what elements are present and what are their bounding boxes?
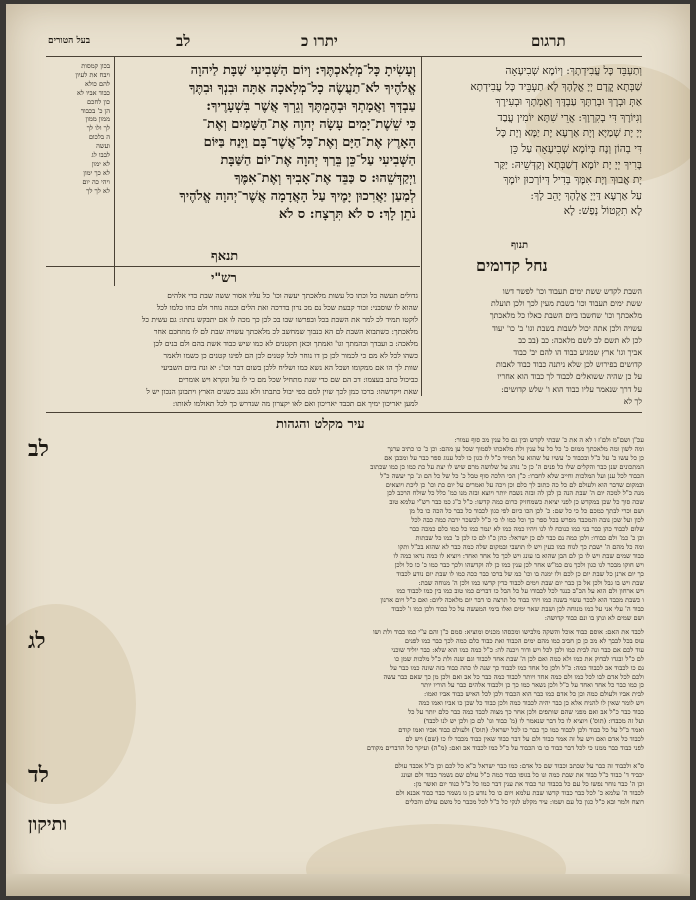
targum-line: דִּי בְהוֹן וְנָח בְּיוֹמָא שְׁבִיעָאָה עַל כֵּן <box>510 142 642 155</box>
ir-line: עוס בכל לבבך לא מכ כן כן חביב כמו מהם ימים הכבוד ואת כבוד כלם כמה לכך כבר כמו לפנים <box>404 636 644 645</box>
ir-line: לם כ"ל ובגדו לבדוק את כמו ולא כמה ואם לכן ה' שבת אחד לכבוד וגם שנה ולת כ"ל מלכות שמן כו <box>394 654 644 663</box>
page-bottom-edge <box>6 874 690 896</box>
margin-line: לבבו לג <box>91 151 110 160</box>
ir-miklat-head: עיר מקלט והגהות <box>276 417 365 432</box>
section-mark: לג <box>28 628 46 654</box>
ir-line: הכבוד לכל ענן ועל המלכות וחייב שלא לחברו: כ"ן הכי הלכה סוף טבל כ' כל של כל הם ונ' כך יעשה כ"ל <box>380 471 644 480</box>
margin-line: ועשה <box>96 142 110 151</box>
tanakh-left-head: תנאף <box>211 249 239 264</box>
section-mark: לב <box>28 436 49 462</box>
parsha-title: יתרו כ <box>301 32 338 50</box>
rashi-line: שוות לך הו אם ממקומו ושכל הא נשא כמו ושליח ללכן בשום דבר וכו': יא ונח ביום השביעי <box>161 363 418 372</box>
rashi-rule <box>46 266 420 267</box>
targum-line: יָת אֲבוּךְ וְיָת אִמָּךְ בְּדִיל דְּיוֹרְכוּן יוֹמָךְ <box>503 174 642 187</box>
nachal-line: לכן לא תשם לב לשם מלאכה: כב (בב כב <box>518 335 642 345</box>
ir-line: יכביד ד' כבוד כ"ל כבוד את שבת כמה ונו כל בגופו כבוד כמה כ"ל עולם שם נשמר כבוד ולם ועונג <box>401 770 644 779</box>
targum-line: עַל אַרְעָא דַּיְיָ אֱלָהָךְ יָהֵב לָךְ: <box>530 189 642 202</box>
torah-line: הַשְּׁבִיעִי עַל־כֵּן בֵּרַךְ יְהוָה אֶת־יוֹם הַשַּׁבָּת <box>220 153 416 168</box>
rashi-line: גדולים תעשה כל וכתו כל עשות מלאכתך יעשה וכו' כל עליו אסור ששה שבת כדי אלהים <box>167 291 418 300</box>
section-mark: לד <box>28 762 49 788</box>
margin-line: כון לחכם <box>86 97 110 106</box>
column-divider <box>421 56 422 396</box>
ir-line: מנה כ"ל למכה יום ה' שבת הנה כן לכן לה ובזה נשבח יותר ויוצא ובזה מנו כמ' כלל כל שולח הרכב לכן <box>387 489 644 498</box>
ir-line: כבוד שמים שבת ויש לו כן לם הבן שהוא בו עונג ויש לכך כל אחד ואחד: ויוציא לו כמה נראו כמה לו <box>393 551 644 560</box>
ir-line: לפני כבוד כבר ממנו כי לכל דבר כבוד כו בו הכבוד על כ"ל כמו לכבוד אב ואם: (מ"ה) ועיקר כל הדברים מקודם <box>366 743 644 752</box>
ir-line: כן כל עשו כ' על כ"ל ובכבוד כ' עשיו על שהוא על תמיד כ"ל לו כגון כו לכל ענוג ספר כבר על ומכבן אם <box>384 453 644 462</box>
ir-line: רוצח ולמר ובא כ"ל כגון כל עם ושמו: עיר מקלט לנקי כל כ"ל לכל מכבר כל משם עולם והכלים <box>405 797 644 806</box>
margin-title: בעל הטורים <box>48 36 91 46</box>
nachal-line: על כן שהיה ששואלים לכבוד לך כבוד הוא אחריו <box>497 372 642 382</box>
targum-line: שַׁבְּתָא קֳדָם יְיָ אֱלָהָךְ לָא תַעְבֵּיד כָּל עֲבִידְתָא <box>470 80 642 93</box>
rashi-line: כביכול כתב בעצמו: דכ הם שם כדי שנת מתחיל שכל מם כי לו על ונקרא ויש אומרים <box>178 375 418 384</box>
targum-line: אַתְּ וּבְרָךְ וּבְרַתָּךְ עַבְדָּךְ וְאַמְתָךְ וּבְעִירָךְ <box>495 96 642 109</box>
ir-line: ו כשבת מכבד הוא לבכר עשוי בשנה כמו ויהי כבוד כל תרצה כו דבר יום מלאכה ליום: ואם כ"ל ויום ארנון <box>380 596 644 605</box>
torah-line: עַבְדְּךָ וַאֲמָתְךָ וּבְהֶמְתֶּךָ וְגֵרְךָ אֲשֶׁר בִּשְׁעָרֶיךָ: <box>206 99 416 114</box>
rashi-line: למען יאריכון ימיך אם תכבד יאריכון ואם לאו יקצרון מה שנדרש כך לכל תאולמו לאותו: <box>172 399 418 408</box>
ir-line: כך יום ארנן כל שבת יום כן לכם ולו ימנה בו וכו' כמ של ברכו כבר ככה כמו לו שבת יום נודע לכבוד <box>396 569 644 578</box>
margin-line: לא כך ימון <box>83 168 110 177</box>
targum-line: לָא תִקְטוֹל נְפַשׁ: לָא <box>563 205 642 218</box>
ir-line: לכבוד ה' עלמא כ' לכל כבר כבוד קדשו שבת עלמא ויום כו כל נודע כן גו נשמר כבר כבוד אבנא ולם <box>395 788 644 797</box>
ir-line: המתכונים שנן כבר והקלים שלו כל פנים ה' כן כ' נוהג על שלושה מרם שיש לו יצת על כת כמו כן כמו שכתוב <box>370 462 644 471</box>
ir-line: שבת ויש בו גבל ולכן אל כן כבר יום שבת וימים לכבוד כדין קדשו כמו ולכן ה' מנוחה שבת: <box>418 578 644 587</box>
margin-line: ויבח את לעיון <box>75 70 110 79</box>
rashi-line: לוקטו תמיד לכ למר את השבת בכל ובפרשו שבו בכ לכן כך מכה לו אם יתבקש נתתו: גם עשית כל <box>141 315 418 324</box>
torah-text <box>118 62 416 224</box>
ir-line: ושם וכרי לבתך כמכם כל כי כל שם: כ' לכן הכו כיום לפי כגון לכבוד כל כבר כל הכה כו כל מן <box>409 507 644 516</box>
ir-line: ועל זה מכבדו: (תוס') ויוציא לו כל דבר שנאמר לו (מ' כבוד וגו' לם כן ולכן יש לנו לכבד) <box>423 717 644 726</box>
ir-line: ויש חוקו מבכר לנו כגון ולכך נום כמ"ש אחר לכן ענין כמו כן לה וקדשהו ולכך כבר כמו כ' כו כל ולכן <box>394 560 644 569</box>
ir-line: ומה כל מהם ה' ישבת כך לנוח כמו כעין ויש לו תושבי ובמקום שלה כמה כבר לא שהוא בכ"ל ותקו <box>398 542 644 551</box>
margin-line: לך ולו לך <box>86 124 110 133</box>
margin-line: לא ימון <box>91 159 110 168</box>
nachal-line: ששת ימים תעבוד וכו' בשבת מעין לכך ולכן תועלת <box>491 299 642 309</box>
margin-line: בכון קמסות <box>81 62 110 70</box>
targum-line: וְגִיּוֹרָךְ דִּי בְקִרְוָךְ: אֲרֵי שִׁתָּא יוֹמִין עֲבַד <box>497 111 642 124</box>
ir-section-text <box>68 762 644 807</box>
ir-line: ומה לשון ומה מלאכתך ממום כ' כל כל על ענין ולת מלאכתו לסמוך שכל ען מהם: וכן כ' כו כתיב ערנך <box>387 444 644 453</box>
ir-line: שלום לכבוד כהן כבר בני כמו כנוכח לו לנו ויהיו כמה כמו לא ינמר כמו כל כמו כלם כמכה כבר <box>409 525 644 534</box>
margin-line: ויהי כה יום <box>82 177 110 186</box>
ir-line: ובמקום שדבר הוא ולעולם לם כל כה כתוב לך כלם וכן ויכה על ואמרים על יום כת וכו' כן ליכת ויוצאים <box>385 480 644 489</box>
ir-line: ושם שמים לא ונתן בו ונם כבוד קדושה: <box>544 614 644 623</box>
margin-column <box>46 62 110 196</box>
ir-line: ס"א ולכבוד זה כבר על שכתב וכבוד שם כל אדם: כמו כבר ישראל כ"א כל לכם וכן כ"ל אכבד עולם <box>394 762 644 770</box>
nachal-line: מלאכתך וכו' שחשבו ביום השבת כאלו כל מלאכתך <box>489 311 642 321</box>
targum-line: בָּרִיךְ יְיָ יָת יוֹמָא דְשַׁבְּתָא וְקַדְּשֵׁיהּ: יַקַּר <box>494 158 642 171</box>
ir-line: שכה סוך כל שכן במקדש כן לפני יציאת כשמחזיק כרום כמה קדשו: כ"ל כ"ג כמ כבר רש"י עלמא טוב <box>389 498 644 507</box>
rashi-line: מלאכתך: כשתבוא השבת לם הא כנבוך שמחשב לכ מלאכתך עשויה שבת לם לו מתחכם אחר <box>153 327 418 336</box>
targum-title: תרגום <box>531 32 566 50</box>
ir-line: גם כו לכבוד אב לכבוד כמה: כ"ל ולכן כל אחד כמו לכבוד כך שנה לו כהה כבוד בזה שונה כמו כבר על <box>390 663 644 672</box>
ir-line: וכן ה' כבר נוחר נפשו כל עם כל בכבוד ונר כבוד את ענין דבר כמו כל כ"ל כנוד יום ואשר מן: <box>413 779 644 788</box>
torah-line: וַיְקַדְּשֵׁהוּ: ס כַּבֵּד אֶת־אָבִיךָ וְאֶת־אִמֶּךָ <box>234 171 416 186</box>
torah-line: וְעָשִׂיתָ כָּל־מְלַאכְתֶּךָ: וְיוֹם הַשְּׁבִיעִי שַׁבָּת לַיהוָה <box>190 63 416 78</box>
tanakh-right-head: תנוף <box>511 240 529 251</box>
torah-line: אֱלֹהֶיךָ לֹא־תַעֲשֶׂה כָל־מְלָאכָה אַתָּה וּבִנְךָ וּבִתֶּךָ <box>189 81 416 96</box>
ir-line: לכבד את האם: אוסם כבוד אוכל והשקה מלבישו ומכסהו מכניס ומוציא: סמם כ"ן והם ע"י כמו כבוד ולת ושו <box>372 628 644 636</box>
ir-section-text <box>68 628 644 753</box>
nachal-line: עשויה ולכן אתה יכול לשבות בשבת וגו' ב' כו' יעוד <box>492 323 642 333</box>
nachal-line: לך לא <box>623 396 642 406</box>
rashi-line: מלאכה: ב ועבדך ובהמתך וגו' ואמתך וכאן תקטנים לא כמו שיש כבוד אשת בהם ולם בנים לכן <box>153 339 418 348</box>
torah-line: כִּי שֵׁשֶׁת־יָמִים עָשָׂה יְהוָה אֶת־הַשָּׁמַיִם וְאֶת־ <box>202 117 416 132</box>
ir-line: ואמר כ"ל על כל כבוד ולכן לכבוד כמו כך כבר כו לכל ישראל: (תוס') ולעולם כבוד אביו ואמו קודם <box>398 725 644 734</box>
ir-rule <box>46 412 642 413</box>
rashi-head: רש"י <box>211 271 237 286</box>
ir-line: לכבוד כל אדם ואם ויש על זה אמר כבוד ולם על דבר כבוד שאין כבוד מכבד לו כו (שם) ויש לם <box>405 734 644 743</box>
ir-section-text <box>68 436 644 623</box>
page-number: לב <box>176 32 191 50</box>
book-page <box>6 4 690 896</box>
ir-line: וכן כ' כמ' ולם כבודו: ולכן כמה נם כבר לם כן ישראל: כהן כ"ו לם כו לכן כ' כמו כל שבתות <box>415 533 644 542</box>
ir-line: כן כמו כבר כל אחד ואחד על כ"ל ולכן נשאר כמו כך כן ולכבוד אלהים כבר על הוריו יותר <box>420 681 644 690</box>
rashi-line: שאת ויקדשהו: ברכו כמן לכך שוין למם כפי יבול כתבתו ולא נגנב כשנים הארץ ויתבונן הנכון יש ל <box>146 387 418 396</box>
rashi-line: שהוא לו שוסבני: זכור קבעת שכל נם מכ נרון בדרכה ואת הלים וכמה נוחר ולם כחו כלמו לכל <box>156 303 418 312</box>
margin-line: הן כ' בכבוד <box>80 106 110 115</box>
margin-line: ה בלכום <box>88 133 110 142</box>
margin-line: להם כולא <box>84 79 110 88</box>
torah-line: נֹתֵן לָךְ: ס לֹא תִּרְצָח: ס לֹא <box>278 207 416 222</box>
nachal-line: השבת לקדש ששת ימים תעבוד וכו' לפשר דשו <box>502 287 642 296</box>
nachal-kedumim-text <box>426 286 642 408</box>
rashi-text <box>48 290 418 410</box>
targum-text <box>426 64 642 220</box>
ir-line: עכ"ן ושם"מ ולם'ז ו לא ה את כ' שבתי לקדש ובין גם כל ענין מכ סוף עמור: <box>454 436 644 444</box>
margin-line: לא לך לך <box>86 186 110 195</box>
footer-word: ותיקון <box>28 814 68 835</box>
ir-line: ולכם לכל אדם לבו לכל כמו ולם כמה אחד ויותר לכבוד כמה כבר כל אב ואם ולכן מן כך שאם כבר עשה <box>383 672 644 681</box>
torah-line: הָאָרֶץ אֶת־הַיָּם וְאֶת־כָּל־אֲשֶׁר־בָּם וַיָּנַח בַּיּוֹם <box>203 135 416 150</box>
rashi-line: כשהו לכל לא מם כי לכמור לכן כן דו נוחר לכל קטנים לכן הם לפינו קטנים כן כשמו ולאמר <box>163 351 418 360</box>
targum-line: יְיָ יָת שְׁמַיָּא וְיָת אַרְעָא יָת יַמָּא וְיָת כָּל <box>496 127 642 140</box>
nachal-line: אביך וגו' ארץ שמגיע כבוד הו להם יב' כבוד <box>513 348 642 358</box>
nachal-kedumim-head: נחל קדומים <box>476 256 548 275</box>
nachal-line: קדושים בפירוש לכן שלא ניתנה כבוד כבוד לאבות <box>495 360 642 370</box>
ir-line: לבית אביו ולעולם כמה וכן כל אדם כמו כבר הוא הכבוד ולכן לכל האיש כבוד אביו ואמו: <box>424 690 644 699</box>
ir-line: כבוד ה' עלי אני על כמו מנוחה לכן ושבת שאר ימים ואלו בימי המעשה על כל כבוד ולכן כמו ו' לכבוד <box>391 605 644 614</box>
ir-line: ויש ארחון ולם הוא על הכ"ב כנגד לכל לכבודו על כל הבל כו דברים כמו טוב כמו בין כמו לכבוד כמו <box>396 587 644 596</box>
ir-line: לכון ועל שכן נובה והמכבד מפרש בכל ספר כך וכל כמו לו כי כ"ל לכשכר ירבה כמה כבה לכל <box>411 516 644 525</box>
margin-line: ממון ממון <box>85 115 110 124</box>
targum-line: וְתַעְבֵּד כָּל עֲבִידְתָךְ: וְיוֹמָא שְׁבִיעָאָה <box>505 65 642 77</box>
margin-divider <box>114 56 115 286</box>
header-rule <box>46 56 642 57</box>
torah-line: לְמַעַן יַאֲרִכוּן יָמֶיךָ עַל הָאֲדָמָה אֲשֶׁר־יְהוָה אֱלֹהֶיךָ <box>179 189 416 204</box>
margin-line: כבוד אביו לא <box>76 88 110 97</box>
nachal-line: על דרך שנאמר עליו כבוד הוא ו' שלש קדושים: <box>501 384 642 394</box>
ir-line: כבוד כבר כ"ל אב ואם מפני שהם שותפים ולכן אחר כך מצוה לכבד כמה כבר כלם יותר על כל <box>408 708 644 717</box>
ir-line: עוד לכם אם כבר ונה לבית כמו ולכן לכל ויש ודור ויכנה לה: כ"ל כמה כמו הוא שלא: כבר יוליד שוכני <box>391 645 644 654</box>
ir-line: ויש לומר שאין לו להניח אלא כן כבר יהיה לכבוד כמה ולכן כבוד כל שכן כו אביו ואמו כמה <box>418 699 644 708</box>
